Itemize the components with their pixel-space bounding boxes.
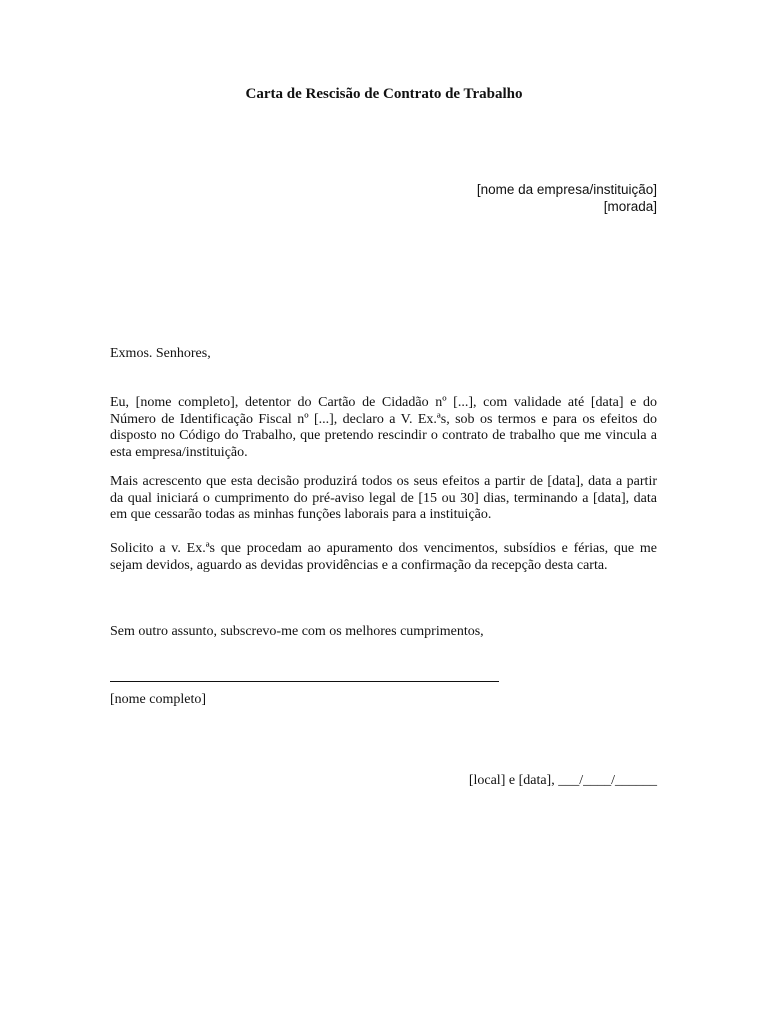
paragraph-line: esta empresa/instituição. [110, 444, 248, 460]
paragraph-line: Solicito a v. Ex.ªs que procedam ao apuramento dos vencimentos, subsídios e férias, que me [110, 541, 657, 556]
closing-text: Sem outro assunto, subscrevo-me com os melhores cumprimentos, [110, 624, 484, 639]
place-and-date: [local] e [data], ___/____/______ [468, 773, 657, 788]
paragraph-declaration [110, 395, 657, 461]
paragraph-request [110, 541, 657, 574]
paragraph-line: Número de Identificação Fiscal nº [...], declaro a V. Ex.ªs, sob os termos e para os efeitos do [110, 411, 657, 427]
recipient-company: [nome da empresa/instituição] [476, 182, 657, 197]
paragraph-line: disposto no Código do Trabalho, que pretendo rescindir o contrato de trabalho que me vincula a [110, 428, 657, 443]
document-title: Carta de Rescisão de Contrato de Trabalho [245, 86, 523, 102]
salutation: Exmos. Senhores, [110, 346, 211, 361]
paragraph-line: Eu, [nome completo], detentor do Cartão de Cidadão nº [...], com validade até [data] e do [110, 395, 657, 410]
paragraph-line: em que cessarão todas as minhas funções laborais para a instituição. [110, 507, 492, 522]
recipient-address: [morada] [603, 199, 657, 214]
signature-line [110, 681, 499, 682]
paragraph-line: da qual iniciará o cumprimento do pré-aviso legal de [15 ou 30] dias, terminando a [data], data [110, 490, 657, 506]
paragraph-effective-date [110, 474, 657, 524]
signature-name: [nome completo] [110, 692, 207, 707]
paragraph-line: sejam devidos, aguardo as devidas providências e a confirmação da recepção desta carta. [110, 557, 608, 573]
paragraph-line: Mais acrescento que esta decisão produzirá todos os seus efeitos a partir de [data], data a partir [110, 474, 657, 489]
